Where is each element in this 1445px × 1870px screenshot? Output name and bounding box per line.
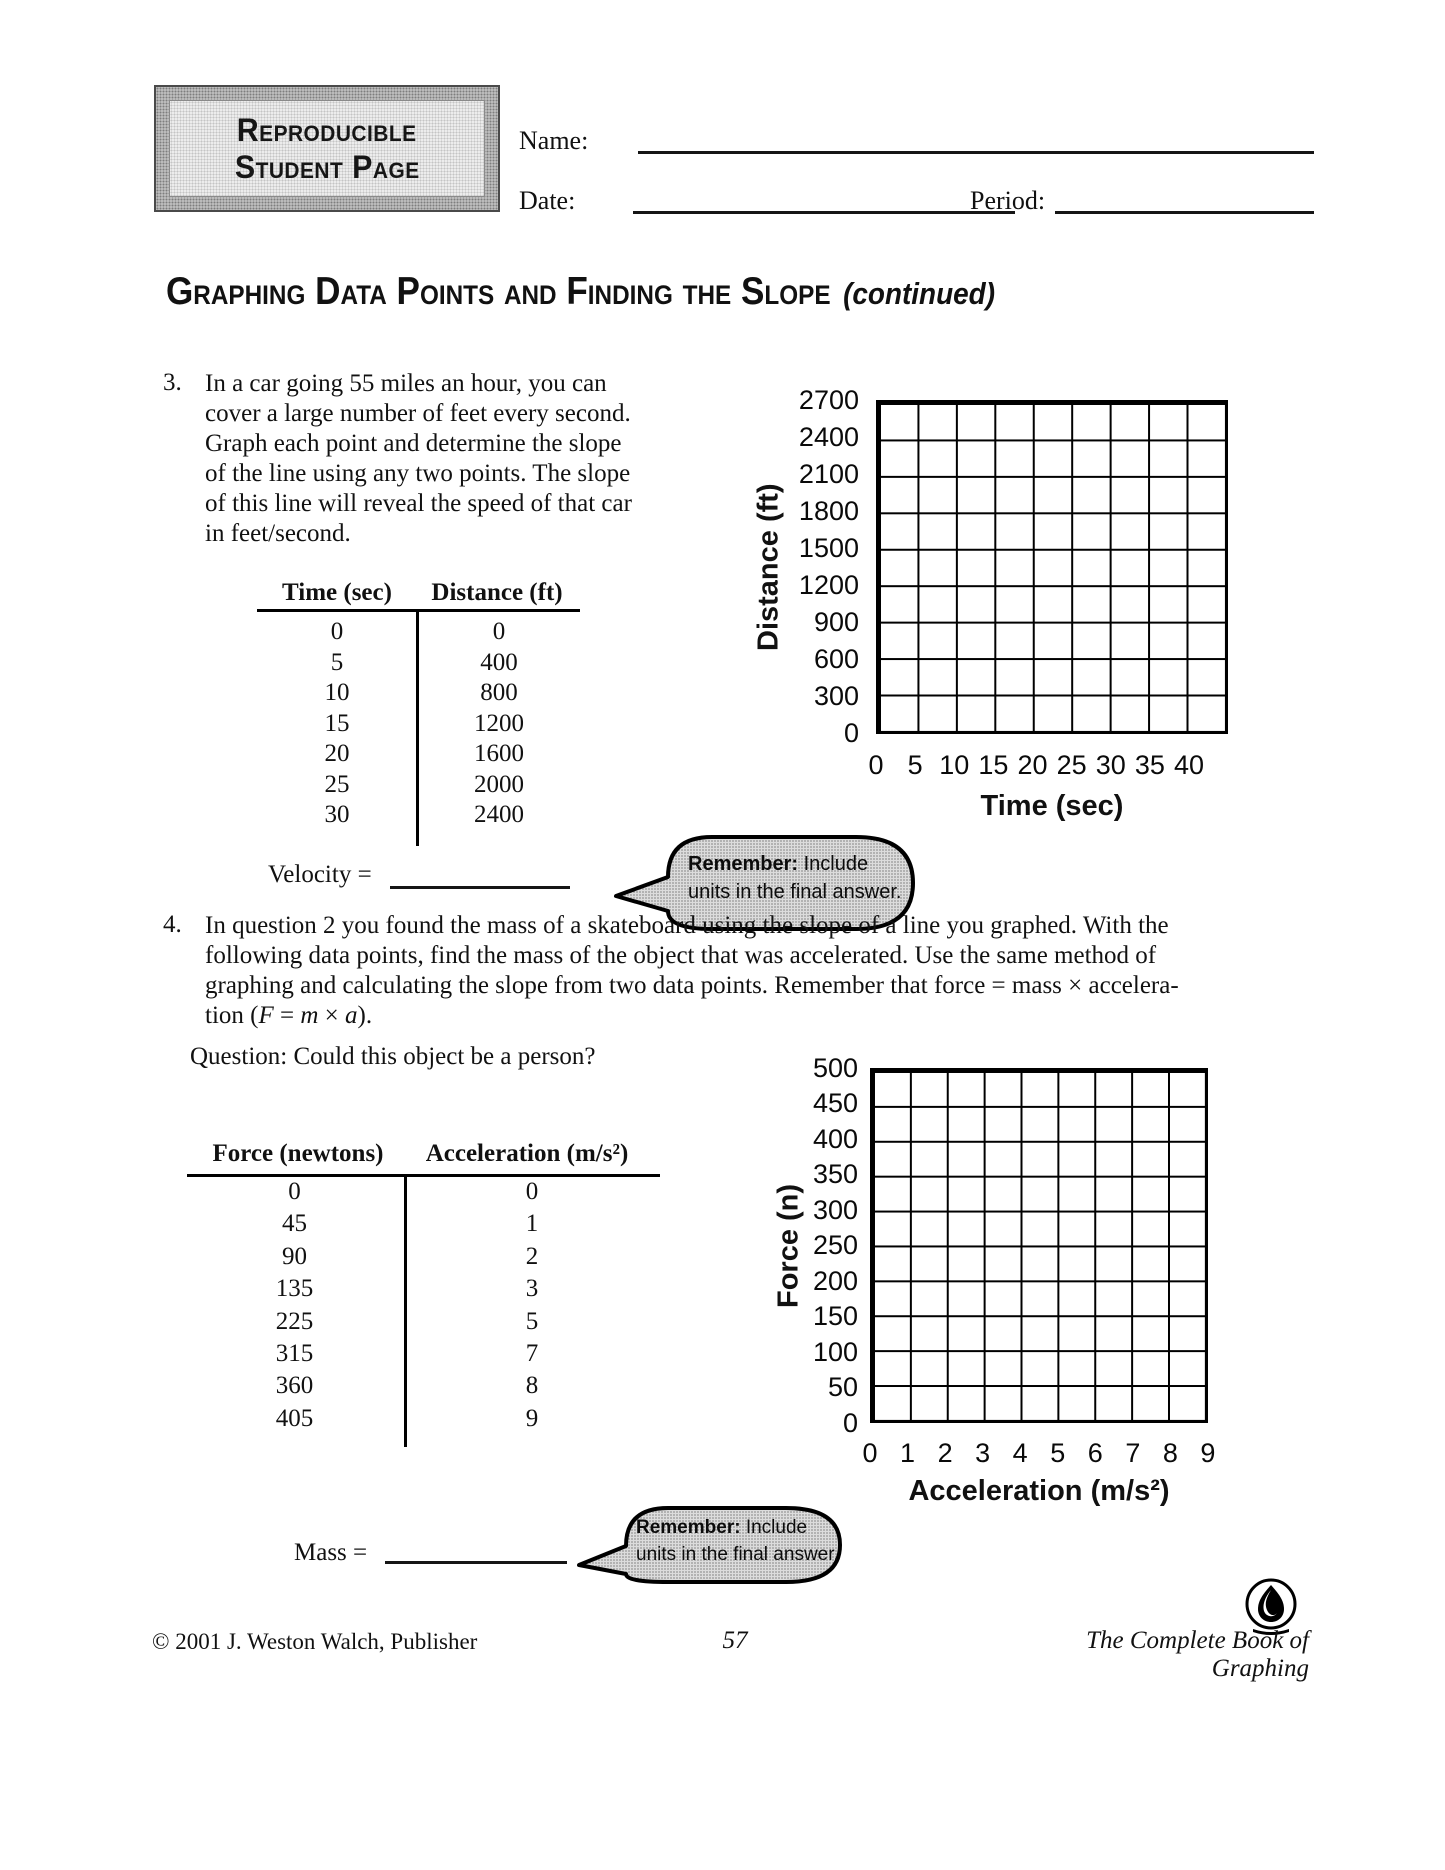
table2-force-value: 225 <box>275 1307 314 1335</box>
table2-force-value: 0 <box>288 1178 301 1205</box>
question3-text <box>205 369 695 549</box>
table2-header-acceleration: Acceleration (m/s²) <box>425 1140 629 1167</box>
table2-acceleration-value: 3 <box>525 1275 539 1303</box>
reproducible-student-page-badge <box>154 85 500 212</box>
question4-text <box>205 911 1335 1031</box>
question3-text-line: Graph each point and determine the slope <box>205 430 622 457</box>
footer-copyright: © 2001 J. Weston Walch, Publisher <box>152 1629 478 1654</box>
table1-time-column <box>257 617 417 831</box>
chart2-plot-grid[interactable] <box>870 1068 1208 1423</box>
formula-pre: tion ( <box>205 1002 259 1029</box>
table2-acceleration-value: 0 <box>525 1178 539 1205</box>
table1-time-value: 15 <box>324 709 350 737</box>
reminder-line-2: units in the final answer. <box>688 881 902 903</box>
badge-line-2: Student Page <box>234 148 420 185</box>
date-blank-line[interactable] <box>633 211 1015 214</box>
question4-text-line: In question 2 you found the mass of a skateboard using the slope of a line you graphed. With the <box>205 912 1169 939</box>
formula-m: m <box>300 1002 319 1029</box>
reminder-line1-rest: Include <box>798 853 869 875</box>
chart2-x-axis-title: Acceleration (m/s²) <box>908 1475 1170 1507</box>
name-blank-line[interactable] <box>638 151 1314 154</box>
table2-header-force: Force (newtons) <box>212 1140 384 1167</box>
question4-subquestion: Question: Could this object be a person? <box>190 1043 596 1070</box>
table2-force-value: 315 <box>275 1340 314 1368</box>
period-label: Period: <box>970 186 1046 215</box>
footer-book-title: The Complete Book of Graphing <box>1086 1627 1309 1682</box>
formula-a: a <box>345 1002 358 1029</box>
question3-text-line: cover a large number of feet every second. <box>205 400 631 427</box>
chart1-y-axis-title: Distance (ft) <box>752 483 785 651</box>
table2-force-value: 45 <box>282 1210 307 1238</box>
chart1-plot-grid[interactable] <box>876 400 1228 734</box>
table2-acceleration-value: 8 <box>525 1372 539 1400</box>
reminder-bold-label: Remember: <box>688 853 799 875</box>
question3-text-line: in feet/second. <box>205 520 351 547</box>
reminder-line-1 <box>636 1514 839 1541</box>
reminder-line-2: units in the final answer. <box>636 1544 839 1565</box>
table1-time-value: 25 <box>324 770 350 798</box>
chart1-x-axis-title: Time (sec) <box>980 790 1124 822</box>
table1-distance-value: 400 <box>480 648 518 676</box>
table1-time-value: 5 <box>330 648 344 676</box>
page-title-continued: (continued) <box>843 276 995 311</box>
reminder-bold-label: Remember: <box>636 1517 741 1538</box>
table1-distance-value: 0 <box>492 618 506 645</box>
table1-header-time: Time (sec) <box>282 579 392 606</box>
velocity-answer-blank[interactable] <box>390 886 570 889</box>
name-label: Name: <box>519 126 589 155</box>
reminder-text-1 <box>688 850 901 906</box>
table2-acceleration-value: 9 <box>525 1404 539 1432</box>
reminder-line1-rest: Include <box>740 1517 808 1538</box>
footer-page-number: 57 <box>722 1627 748 1654</box>
question4-text-line: graphing and calculating the slope from two data points. Remember that force = mass × accelera- <box>205 972 1179 999</box>
question4-text-line: following data points, find the mass of the object that was accelerated. Use the same method of <box>205 942 1157 969</box>
chart2-x-axis-labels: 0 1 2 3 4 5 6 7 8 9 <box>862 1438 1216 1468</box>
question4-number: 4. <box>163 911 182 938</box>
formula-equals: = <box>273 1002 301 1029</box>
period-blank-line[interactable] <box>1055 211 1314 214</box>
table2-force-value: 405 <box>275 1404 314 1432</box>
table1-distance-value: 800 <box>480 679 518 706</box>
velocity-answer-label: Velocity = <box>268 861 372 888</box>
table1-time-value: 20 <box>324 740 350 767</box>
chart2-y-axis-title: Force (n) <box>772 1183 805 1308</box>
question4-formula-line <box>205 1001 1335 1031</box>
table2-force-column <box>187 1176 402 1435</box>
question3-text-line: of this line will reveal the speed of that car <box>205 490 632 517</box>
table2-acceleration-value: 5 <box>525 1307 539 1335</box>
chart1-y-axis-labels: 2700 2400 2100 1800 1500 1200 900 600 300 0 <box>798 384 859 749</box>
table2-force-value: 135 <box>275 1275 314 1303</box>
table1-distance-value: 1200 <box>474 709 524 737</box>
page-title-main: Graphing Data Points and Finding the Slope <box>166 270 831 313</box>
question3-number: 3. <box>163 369 182 396</box>
formula-F: F <box>258 1002 274 1029</box>
badge-inner-panel <box>169 100 485 197</box>
date-label: Date: <box>519 186 576 215</box>
table2-acceleration-value: 7 <box>525 1340 539 1368</box>
page-title <box>166 270 995 314</box>
chart2-y-axis-labels: 500 450 400 350 300 250 200 150 100 50 0 <box>812 1052 858 1438</box>
table1-distance-value: 2000 <box>474 770 524 798</box>
chart1-x-axis-labels: 0 5 10 15 20 25 30 35 40 <box>868 750 1205 780</box>
table1-distance-column <box>420 617 578 831</box>
table1-distance-value: 1600 <box>474 740 524 767</box>
reminder-text-2 <box>636 1514 839 1568</box>
question3-text-line: of the line using any two points. The slope <box>205 460 631 487</box>
mass-answer-label: Mass = <box>294 1539 368 1566</box>
table1-time-value: 10 <box>324 679 350 706</box>
table1-time-value: 30 <box>324 801 350 828</box>
table2-acceleration-value: 2 <box>525 1242 539 1270</box>
formula-post: ). <box>357 1002 373 1029</box>
reminder-line-1 <box>688 850 901 878</box>
table1-distance-value: 2400 <box>474 801 524 828</box>
table1-time-value: 0 <box>330 618 344 645</box>
table2-acceleration-column <box>407 1176 657 1435</box>
table1-header-distance: Distance (ft) <box>431 579 563 606</box>
question3-text-line: In a car going 55 miles an hour, you can <box>205 370 607 397</box>
table2-force-value: 90 <box>282 1242 307 1270</box>
table2-acceleration-value: 1 <box>525 1210 539 1238</box>
mass-answer-blank[interactable] <box>385 1561 567 1564</box>
formula-times: × <box>318 1002 346 1029</box>
table2-force-value: 360 <box>275 1372 314 1400</box>
badge-line-1: Reproducible <box>237 111 417 148</box>
